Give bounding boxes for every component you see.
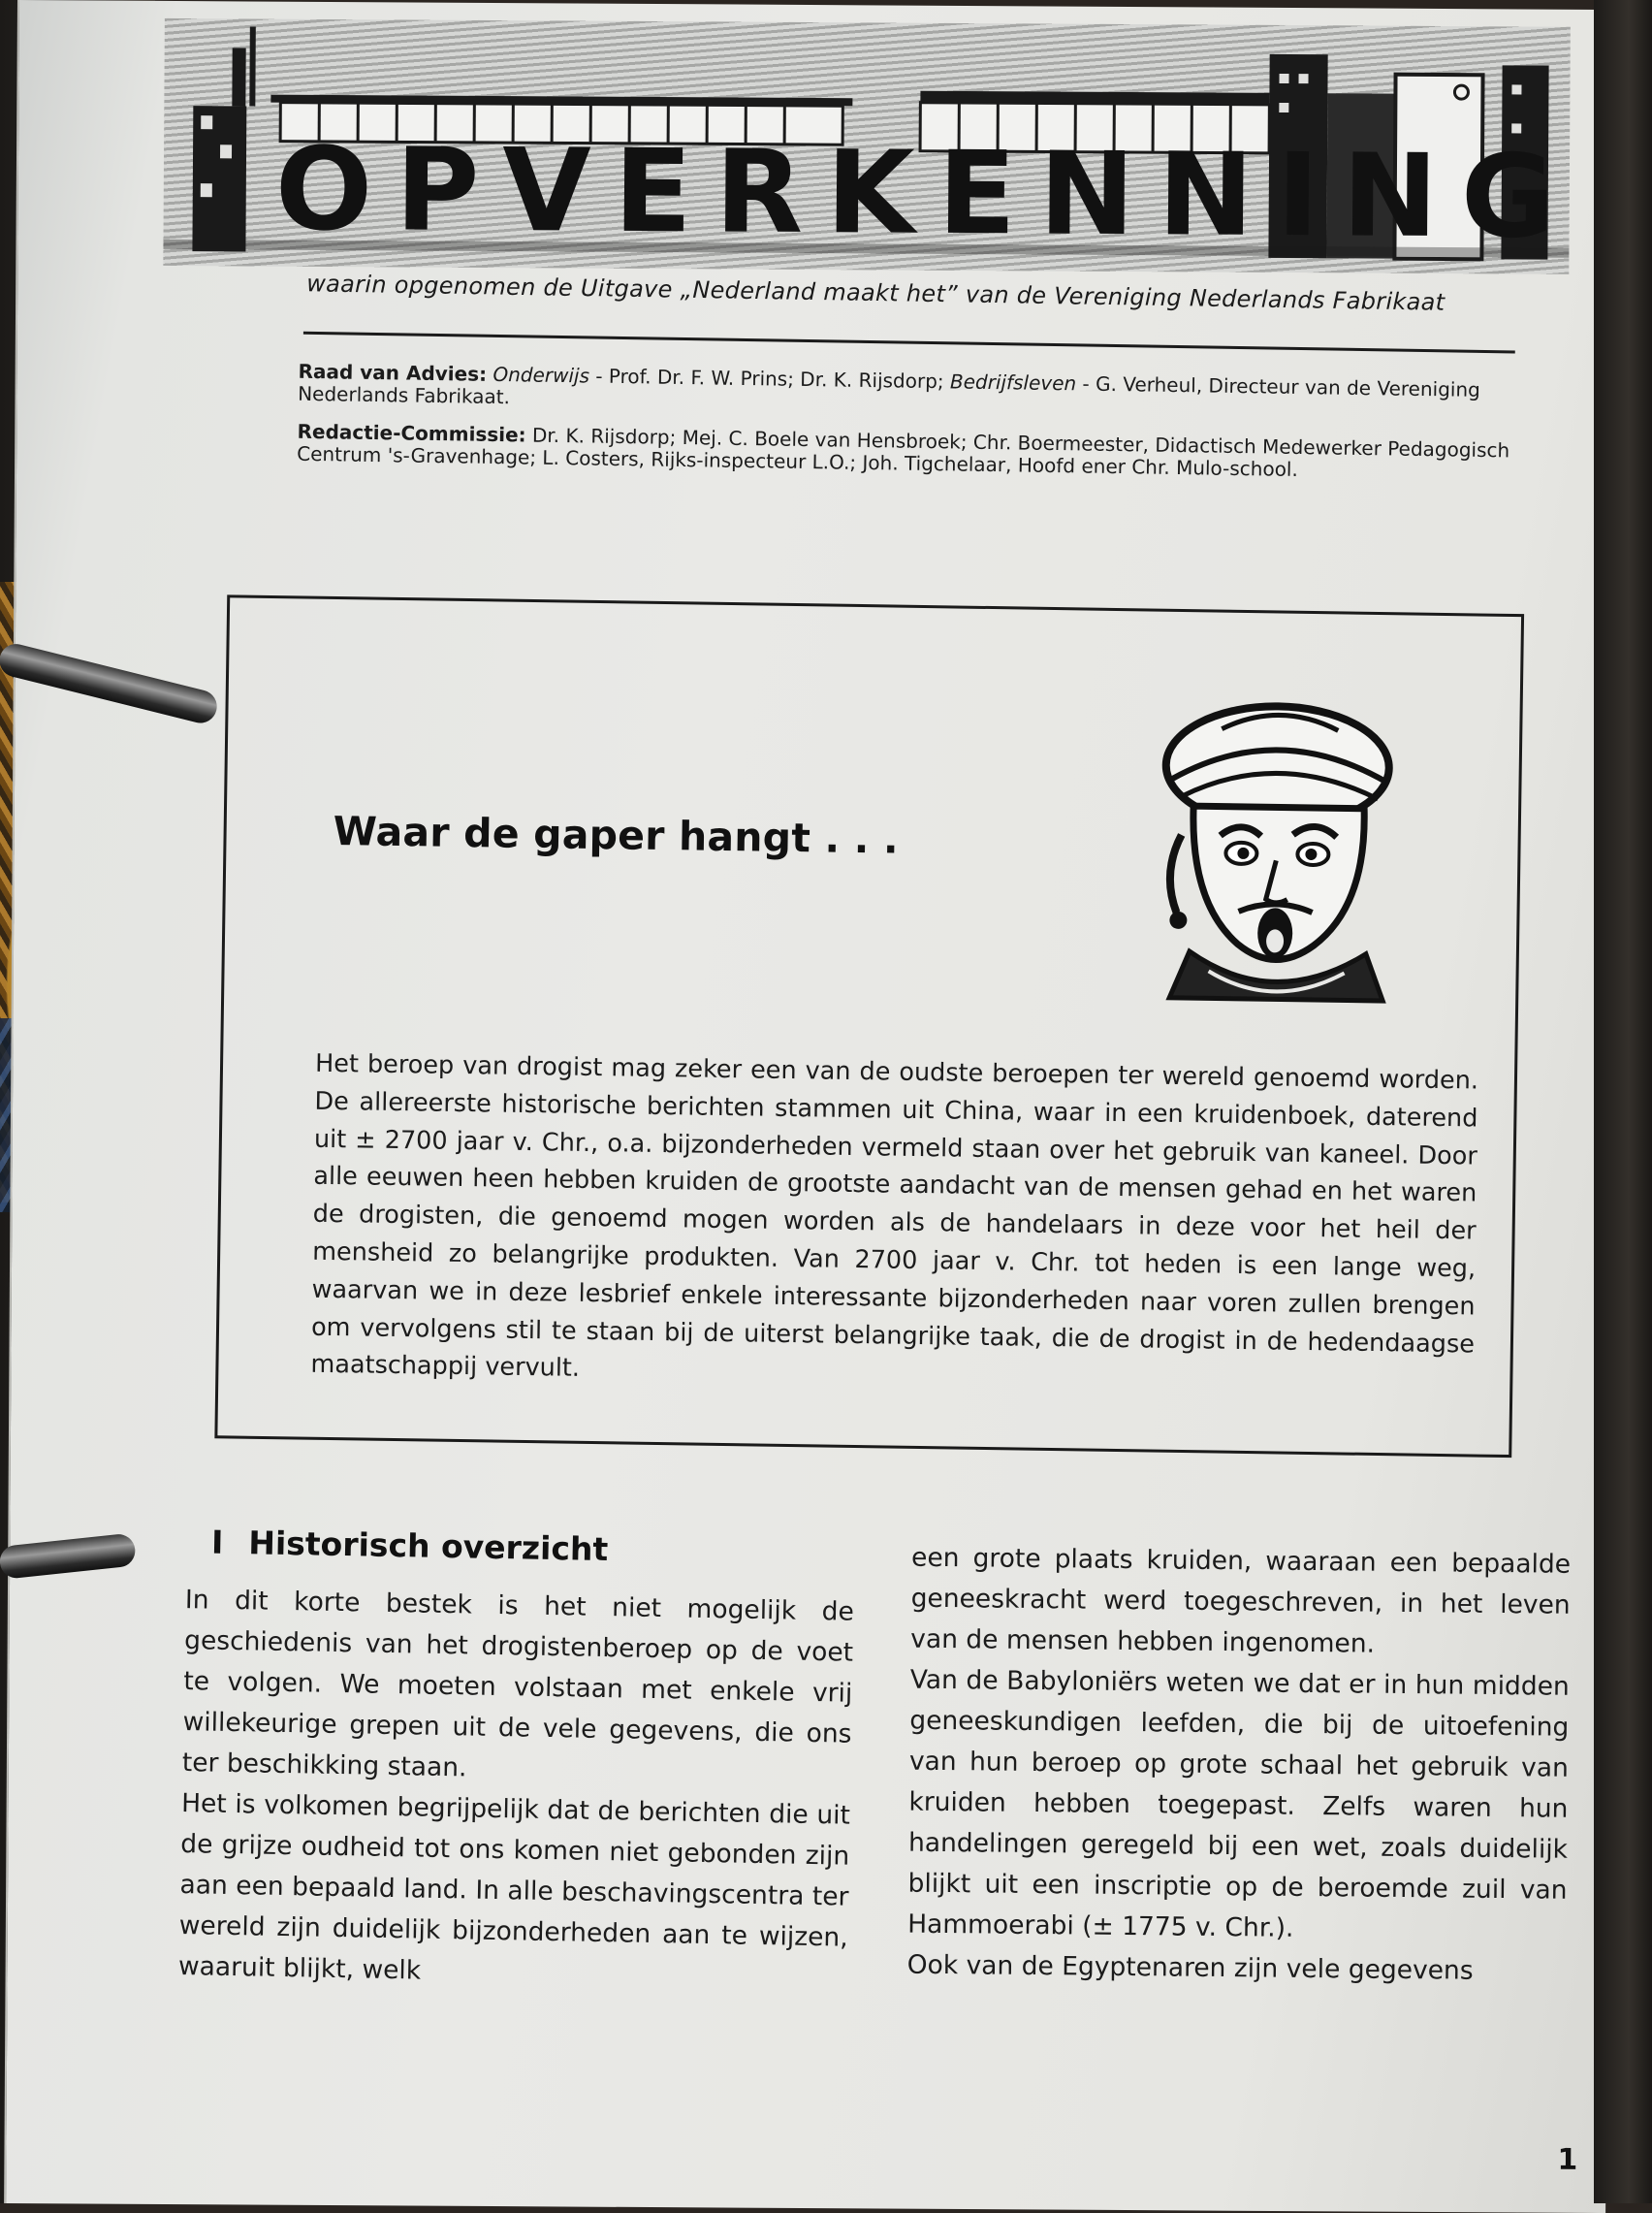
advisory-text-director: - G. Verheul, Directeur van de Vereniging Nederlands Fabrikaat. <box>298 371 1480 408</box>
title-letter: K <box>826 125 915 260</box>
advisory-text-education: Onderwijs <box>492 363 589 388</box>
masthead-title <box>274 121 1555 265</box>
paragraph: Ook van de Egyptenaren zijn vele gegevens <box>906 1945 1566 1993</box>
masthead-subtitle: waarin opgenomen de Uitgave „Nederland maakt het” van de Vereniging Nederlands Fabrikaat <box>306 270 1518 317</box>
section-title: Historisch overzicht <box>248 1523 609 1570</box>
binder-edge <box>1594 0 1652 2203</box>
column-left <box>178 1522 856 2000</box>
title-letter: G <box>1460 129 1555 264</box>
paragraph: Van de Babyloniërs weten we dat er in hun midden geneeskundigen leefden, die bij de uitoefening van hun beroep op grote schaal het gebruik van kruiden hebben toegepast. Zelfs waren hun handelingen geregeld bij een wet, zoals duidelijk blijkt uit een inscriptie op de beroemde zuil van Hammoerabi (± 1775 v. Chr.). <box>907 1660 1570 1952</box>
title-letter: I <box>1276 128 1319 262</box>
advisory-text-industry: Bedrijfsleven <box>950 369 1077 395</box>
title-letter: O <box>274 122 372 257</box>
title-letter: E <box>937 126 1016 260</box>
document-page <box>4 0 1619 2213</box>
title-letter: V <box>502 123 591 258</box>
section-heading <box>211 1523 856 1575</box>
paragraph: Het is volkomen begrijpelijk dat de berichten die uit de grijze oudheid tot ons komen niet gebonden zijn aan een bepaald land. In alle beschavingscentra ter wereld zijn duidelijk bijzonderheden aan te wijzen, waaruit blijkt, welk <box>178 1783 851 2000</box>
intro-box <box>214 594 1524 1458</box>
advisory-text-names: - Prof. Dr. F. W. Prins; Dr. K. Rijsdorp; <box>589 364 950 393</box>
masthead <box>163 18 1571 274</box>
title-letter: N <box>1158 127 1255 262</box>
section-number: I <box>211 1523 224 1563</box>
intro-heading: Waar de gaper hangt . . . <box>333 808 899 863</box>
credits-block <box>297 361 1520 500</box>
advisory-label: Raad van Advies: <box>298 360 487 386</box>
editorial-text: Dr. K. Rijsdorp; Mej. C. Boele van Hensbroek; Chr. Boermeester, Didactisch Medewerker Pedagogisch Centrum 's-Gravenhage; L. Costers, Rijks-inspecteur L.O.; Joh. Tigchelaar, Hoofd ener Chr. Mulo-school. <box>297 423 1509 481</box>
title-letter: P <box>395 122 479 257</box>
intro-text: Het beroep van drogist mag zeker een van de oudste beroepen ter wereld genoemd worden. De allereerste historische berichten stammen uit China, waar in een kruidenboek, daterend uit ± 2700 jaar v. Chr., o.a. bijzonderheden vermeld staan over het gebruik van kaneel. Door alle eeuwen heen hebben kruiden de grootste aandacht van de mensen gehad en het waren de drogisten, die genoemd mogen worden als de handelaars in deze voor het heil der mensheid zo belangrijke produkten. Van 2700 jaar v. Chr. tot heden is een lange weg, waarvan we in deze lesbrief enkele interessante bijzonderheden naar voren zullen brengen om vervolgens stil te staan bij de uiterst belangrijke taak, die de drogist in de hedendaagse maatschappij vervult. <box>310 1045 1478 1401</box>
editorial-label: Redactie-Commissie: <box>297 420 525 447</box>
editorial-committee <box>297 421 1519 485</box>
title-letter: R <box>715 124 804 259</box>
title-letter: N <box>1342 128 1439 263</box>
paragraph: een grote plaats kruiden, waaraan een bepaalde geneeskracht werd toegeschreven, in het leven van de mensen hebben ingenomen. <box>910 1538 1571 1667</box>
advisory-board <box>298 361 1520 425</box>
paragraph: In dit korte bestek is het niet mogelijk de geschiedenis van het drogistenberoep op de voet te volgen. We moeten volstaan met enkele vrij willekeurige grepen uit de vele gegevens, die ons ter beschikking staan. <box>181 1580 854 1796</box>
header-rule <box>303 332 1515 354</box>
title-letter: N <box>1038 126 1135 261</box>
column-right <box>906 1538 1571 1993</box>
page-number: 1 <box>1557 2143 1577 2177</box>
title-letter: E <box>614 124 692 258</box>
gaper-head-icon <box>1150 690 1407 1013</box>
